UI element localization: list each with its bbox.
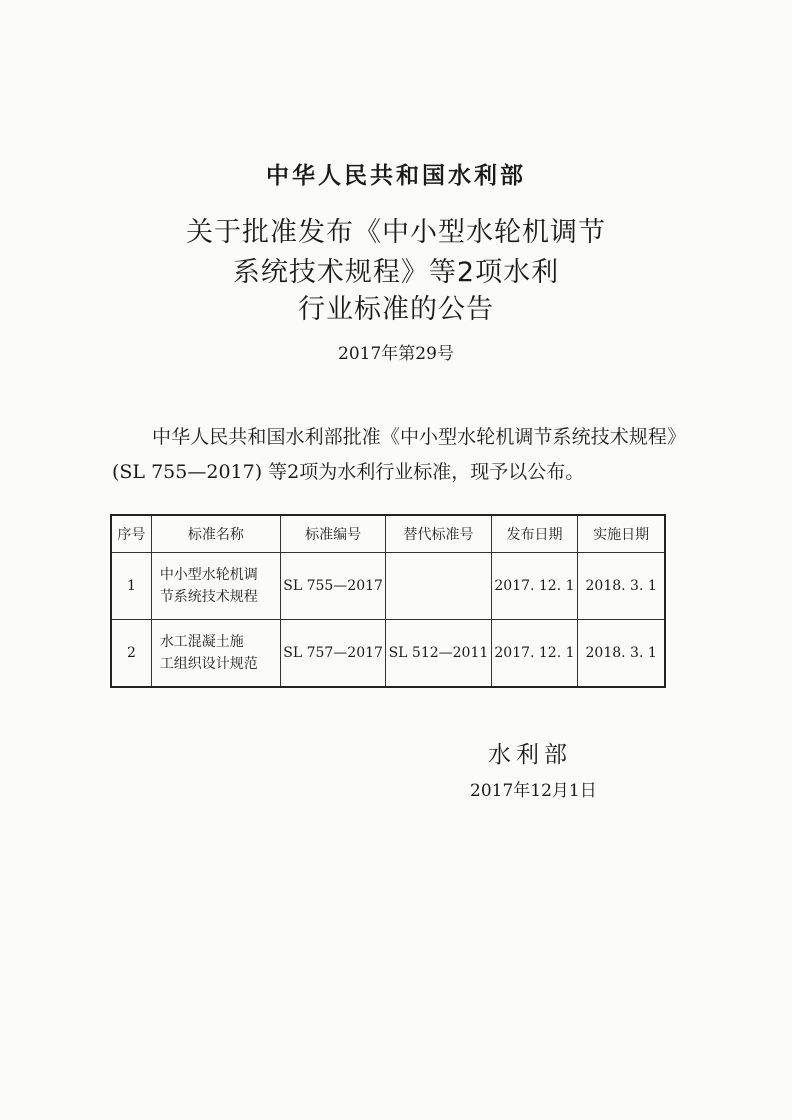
table-row [111,553,665,620]
announcement-body: 中华人民共和国水利部批准《中小型水轮机调节系统技术规程》(SL 755—2017) 等2项为水利行业标准，现予以公布。 [112,426,686,483]
cell-no: 2 [111,620,151,688]
header-replaces: 替代标准号 [386,515,491,553]
announcement-title-line-1: 关于批准发布《中小型水轮机调节 [186,217,606,248]
header-code: 标准编号 [280,515,385,553]
cell-name-line: 中小型水轮机调 [159,567,258,583]
cell-code: SL 757—2017 [280,620,385,688]
cell-published: 2017. 12. 1 [491,620,578,688]
cell-replaces: SL 512—2011 [386,620,491,688]
cell-effective: 2018. 3. 1 [578,620,665,688]
table-row [111,620,665,688]
issuing-authority: 中华人民共和国水利部 [266,163,526,189]
announcement-title-line-3: 行业标准的公告 [298,294,494,325]
cell-name-line: 工组织设计规范 [159,656,258,672]
header-name: 标准名称 [151,515,280,553]
cell-effective: 2018. 3. 1 [578,553,665,620]
cell-no: 1 [111,553,151,620]
signature-issuer: 水利部 [488,742,572,768]
standards-table [110,514,666,688]
header-no: 序号 [111,515,151,553]
notice-number: 2017年第29号 [338,344,454,364]
cell-name-line: 水工混凝土施 [159,634,244,650]
table-header-row [111,515,665,553]
cell-name [151,620,280,688]
cell-code: SL 755—2017 [280,553,385,620]
announcement-title-line-2: 系统技术规程》等2项水利 [232,257,560,288]
cell-name [151,553,280,620]
header-published: 发布日期 [491,515,578,553]
signature-date: 2017年12月1日 [470,781,597,801]
header-effective: 实施日期 [578,515,665,553]
cell-published: 2017. 12. 1 [491,553,578,620]
cell-replaces [386,553,491,620]
cell-name-line: 节系统技术规程 [159,589,258,605]
